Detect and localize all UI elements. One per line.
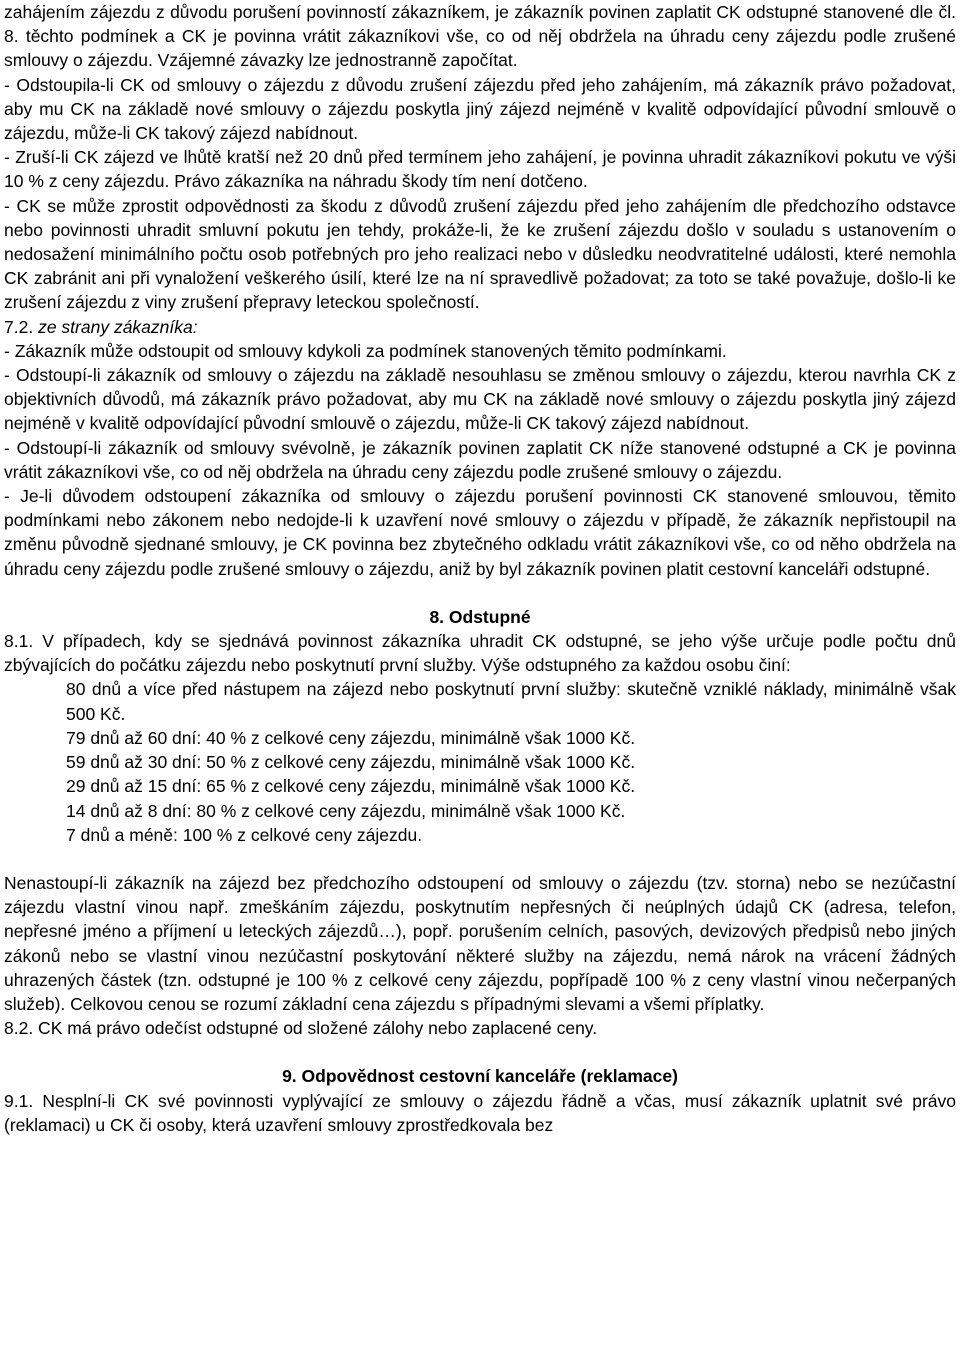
spacer: [4, 1040, 956, 1064]
fee-tier: 7 dnů a méně: 100 % z celkové ceny zájezdu.: [66, 824, 423, 845]
paragraph-8-2: 8.2. CK má právo odečíst odstupné od složené zálohy nebo zaplacené ceny.: [4, 1018, 598, 1039]
spacer: [4, 581, 956, 605]
paragraph-intro: zahájením zájezdu z důvodu porušení povinností zákazníkem, je zákazník povinen zaplatit CK odstupné stanovené dle čl. 8. těchto podmínek a CK je povinna vrátit zákazníkovi vše, co od něj obdržela na úhradu ceny zájezdu podle zrušené smlouvy o zájezdu. Vzájemné závazky lze jednostranně započítat.: [4, 2, 956, 71]
paragraph-ck-cancellation: - Zruší-li CK zájezd ve lhůtě kratší než 20 dnů před termínem jeho zahájení, je povinna uhradit zákazníkovi pokutu ve výši 10 % z ceny zájezdu. Právo zákazníka na náhradu škody tím není dotčeno.: [4, 147, 956, 192]
paragraph-customer-1: - Zákazník může odstoupit od smlouvy kdykoli za podmínek stanovených těmito podmínkami.: [4, 340, 727, 361]
paragraph-8-1: 8.1. V případech, kdy se sjednává povinnost zákazníka uhradit CK odstupné, se jeho výše určuje podle počtu dnů zbývajících do počátku zájezdu nebo poskytnutí první služby. Výše odstupného za každou osobu činí:: [4, 631, 956, 676]
paragraph-customer-4: - Je-li důvodem odstoupení zákazníka od smlouvy o zájezdu porušení povinnosti CK stanovené smlouvou, těmito podmínkami nebo zákonem nebo nedojde-li k uzavření nové smlouvy o zájezdu v případě, že zákazník nepřistoupil na změnu původně sjednané smlouvy, je CK povinna bez zbytečného odkladu vrátit zákazníkovi vše, co od něho obdržela na úhradu ceny zájezdu podle zrušené smlouvy o zájezdu, aniž by byl zákazník povinen platit cestovní kanceláři odstupné.: [4, 486, 956, 579]
subsection-7-2-heading: [4, 315, 956, 339]
section-8-heading: 8. Odstupné: [429, 606, 531, 627]
paragraph-no-show: Nenastoupí-li zákazník na zájezd bez předchozího odstoupení od smlouvy o zájezdu (tzv. storna) nebo se nezúčastní zájezdu vlastní vinou např. zmeškáním zájezdu, poskytnutím nepřesných či neúplných údajů CK (adresa, telefon, nepřesné jméno a příjmení u leteckých zájezdů…), popř. porušením celních, pasových, devizových předpisů nebo jiných zákonů nebo se vlastní vinou nezúčastní poskytování některé služby na zájezdu, nemá nárok na vrácení žádných uhrazených částek (tzn. odstupné je 100 % z celkové ceny zájezdu, popřípadě 100 % z ceny vlastní vinou nečerpaných služeb). Celkovou cenou se rozumí základní cena zájezdu s případnými slevami a všemi příplatky.: [4, 872, 956, 1014]
paragraph-ck-withdrawal: - Odstoupila-li CK od smlouvy o zájezdu z důvodu zrušení zájezdu před jeho zahájením, má zákazník právo požadovat, aby mu CK na základě nové smlouvy o zájezdu poskytla jiný zájezd nejméně v kvalitě odpovídající původní smlouvě o zájezdu, může-li CK takový zájezd nabídnout.: [4, 74, 956, 144]
paragraph-customer-2: - Odstoupí-li zákazník od smlouvy o zájezdu na základě nesouhlasu se změnou smlouvy o zájezdu, kterou navrhla CK z objektivních důvodů, má zákazník právo požadovat, aby mu CK na základě nové smlouvy o zájezdu poskytla jiný zájezd nejméně v kvalitě odpovídající původní smlouvě o zájezdu, může-li CK takový zájezd nabídnout.: [4, 365, 956, 434]
fee-tier: 29 dnů až 15 dní: 65 % z celkové ceny zájezdu, minimálně však 1000 Kč.: [66, 776, 636, 797]
paragraph-customer-3: - Odstoupí-li zákazník od smlouvy svévolně, je zákazník povinen zaplatit CK níže stanovené odstupné a CK je povinna vrátit zákazníkovi vše, co od něj obdržela na úhradu ceny zájezdu podle zrušené smlouvy o zájezdu.: [4, 437, 956, 482]
section-9-heading: 9. Odpovědnost cestovní kanceláře (reklamace): [282, 1066, 678, 1087]
fee-tier: 14 dnů až 8 dní: 80 % z celkové ceny zájezdu, minimálně však 1000 Kč.: [66, 800, 626, 821]
subsection-title: ze strany zákazníka:: [38, 316, 198, 337]
subsection-number: 7.2.: [4, 316, 34, 337]
fee-tier: 59 dnů až 30 dní: 50 % z celkové ceny zájezdu, minimálně však 1000 Kč.: [66, 752, 636, 773]
paragraph-ck-exemption: - CK se může zprostit odpovědnosti za škodu z důvodů zrušení zájezdu před jeho zahájením dle předchozího odstavce nebo povinnosti uhradit smluvní pokutu jen tehdy, prokáže-li, že ke zrušení zájezdu došlo v souladu s ustanovením o nedosažení minimálního počtu osob potřebných pro jeho realizaci nebo v důsledku neodvratitelné události, které nemohla CK zabránit ani při vynaložení veškerého úsilí, které lze na ní spravedlivě požadovat; za toto se také považuje, došlo-li ke zrušení zájezdu z viny zrušení přepravy leteckou společností.: [4, 195, 956, 313]
cancellation-fee-list: [4, 677, 956, 846]
spacer: [4, 847, 956, 871]
fee-tier: 79 dnů až 60 dní: 40 % z celkové ceny zájezdu, minimálně však 1000 Kč.: [66, 727, 636, 748]
fee-tier: 80 dnů a více před nástupem na zájezd nebo poskytnutí první služby: skutečně vzniklé náklady, minimálně však 500 Kč.: [66, 679, 956, 724]
paragraph-9-1: 9.1. Nesplní-li CK své povinnosti vyplývající ze smlouvy o zájezdu řádně a včas, musí zákazník uplatnit své právo (reklamaci) u CK či osoby, která uzavření smlouvy zprostředkovala bez: [4, 1090, 956, 1135]
